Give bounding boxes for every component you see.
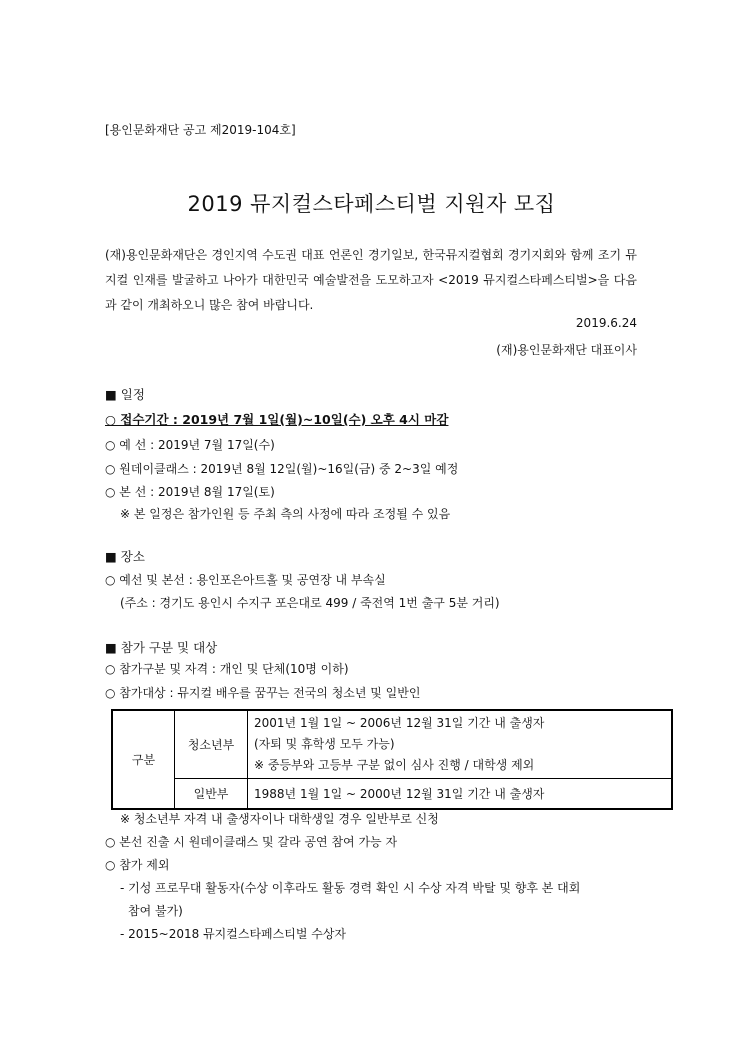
youth-label: 청소년부 bbox=[175, 710, 248, 779]
schedule-note: ※ 본 일정은 참가인원 등 주최 측의 사정에 따라 조정될 수 있음 bbox=[120, 507, 451, 521]
youth-line3: ※ 중등부와 고등부 구분 없이 심사 진행 / 대학생 제외 bbox=[254, 758, 535, 772]
notice-date: 2019.6.24 bbox=[575, 316, 637, 330]
exclude-item1: - 기성 프로무대 활동자(수상 이후라도 활동 경력 확인 시 수상 자격 박탈 및 향후 본 대회 bbox=[120, 881, 581, 895]
notice-number: [용인문화재단 공고 제2019-104호] bbox=[105, 123, 296, 137]
exclude-item2: - 2015~2018 뮤지컬스타페스티벌 수상자 bbox=[120, 927, 347, 941]
schedule-heading: ■ 일정 bbox=[105, 387, 145, 402]
eligibility-line3: ○ 본선 진출 시 원데이클래스 및 갈라 공연 참여 가능 자 bbox=[105, 835, 398, 849]
venue-line1: ○ 예선 및 본선 : 용인포은아트홀 및 공연장 내 부속실 bbox=[105, 573, 386, 587]
deadline-text: ○ 접수기간 : 2019년 7월 1일(월)~10일(수) 오후 4시 마감 bbox=[105, 412, 449, 427]
eligibility-heading: ■ 참가 구분 및 대상 bbox=[105, 640, 218, 655]
general-label: 일반부 bbox=[175, 779, 248, 809]
youth-line1: 2001년 1월 1일 ~ 2006년 12월 31일 기간 내 출생자 bbox=[254, 716, 545, 730]
schedule-deadline bbox=[105, 410, 448, 428]
eligibility-line1: ○ 참가구분 및 자격 : 개인 및 단체(10명 이하) bbox=[105, 662, 349, 676]
exclude-item1-cont: 참여 불가) bbox=[128, 904, 183, 918]
issuer: (재)용인문화재단 대표이사 bbox=[496, 343, 637, 357]
page-title: 2019 뮤지컬스타페스티벌 지원자 모집 bbox=[187, 192, 556, 216]
exclude-heading: ○ 참가 제외 bbox=[105, 858, 170, 872]
venue-heading: ■ 장소 bbox=[105, 549, 145, 564]
schedule-final: ○ 본 선 : 2019년 8월 17일(토) bbox=[105, 485, 275, 499]
table-row bbox=[112, 710, 672, 779]
eligibility-line2: ○ 참가대상 : 뮤지컬 배우를 꿈꾸는 전국의 청소년 및 일반인 bbox=[105, 686, 421, 700]
intro-paragraph: (재)용인문화재단은 경인지역 수도권 대표 언론인 경기일보, 한국뮤지컬협회 경기지회와 함께 조기 뮤지컬 인재를 발굴하고 나아가 대한민국 예술발전을 도모하고자 <2019 뮤지컬스타페스티벌>을 다음과 같이 개최하오니 많은 참여 바랍니다. bbox=[105, 248, 637, 312]
gubun-cell: 구분 bbox=[112, 710, 175, 809]
youth-line2: (자퇴 및 휴학생 모두 가능) bbox=[254, 737, 395, 751]
schedule-prelim: ○ 예 선 : 2019년 7월 17일(수) bbox=[105, 438, 275, 452]
eligibility-note: ※ 청소년부 자격 내 출생자이나 대학생일 경우 일반부로 신청 bbox=[120, 812, 439, 826]
youth-criteria bbox=[248, 710, 673, 779]
schedule-oneday: ○ 원데이클래스 : 2019년 8월 12일(월)~16일(금) 중 2~3일 예정 bbox=[105, 462, 459, 476]
table-row bbox=[112, 779, 672, 809]
venue-address: (주소 : 경기도 용인시 수지구 포은대로 499 / 죽전역 1번 출구 5분 거리) bbox=[120, 596, 500, 610]
eligibility-table bbox=[111, 709, 673, 810]
general-criteria: 1988년 1월 1일 ~ 2000년 12월 31일 기간 내 출생자 bbox=[248, 779, 673, 809]
